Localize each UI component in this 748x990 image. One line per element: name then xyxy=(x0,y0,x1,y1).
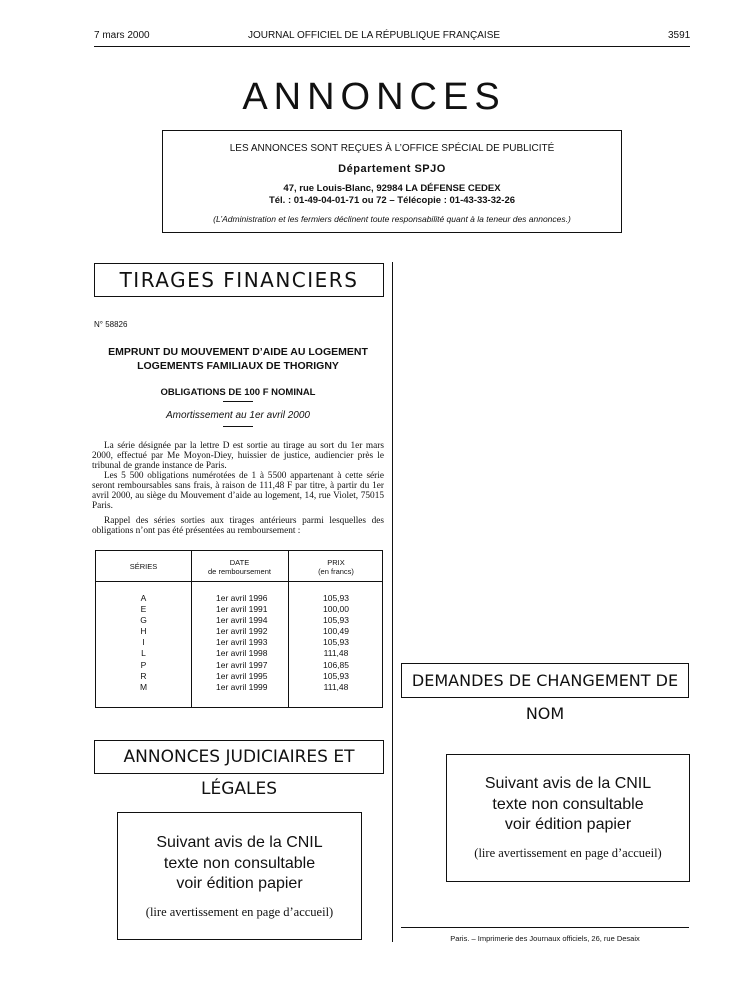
table-cell-prix: 111,48 xyxy=(323,648,349,659)
table-cell-series: M xyxy=(139,681,148,692)
paragraph-remboursement: Les 5 500 obligations numérotées de 1 à 5500 appartenant à cette série seront remboursables sans frais, à raison de 111,48 F par titre, à partir du 1er avril 2000, au siège du Mouvement d’aide au logement, 14, rue Violet, 75015 Paris. xyxy=(92,471,384,511)
cnil-left-line-3: voir édition papier xyxy=(176,875,303,892)
table-cell-date: 1er avril 1998 xyxy=(216,648,268,659)
table-cell-date: 1er avril 1991 xyxy=(216,604,268,615)
table-cell-date: 1er avril 1995 xyxy=(216,670,268,681)
header-date: 7 mars 2000 xyxy=(94,30,150,41)
table-dates-column xyxy=(216,593,286,693)
header-journal: JOURNAL OFFICIEL DE LA RÉPUBLIQUE FRANÇAISE xyxy=(247,30,501,41)
table-cell-prix: 111,48 xyxy=(323,681,349,692)
table-cell-prix: 106,85 xyxy=(323,659,349,670)
table-header-prix xyxy=(288,558,384,576)
cnil-notice-right xyxy=(446,754,690,882)
table-cell-series: R xyxy=(140,670,147,681)
header-rule xyxy=(94,46,690,47)
table-header-prix-line-1: PRIX xyxy=(327,558,345,567)
table-header-rule xyxy=(96,581,382,582)
info-disclaimer: (L’Administration et les fermiers déclinent toute responsabilité quant à la teneur des annonces.) xyxy=(213,214,571,224)
cnil-right-line-2: texte non consultable xyxy=(492,795,644,813)
table-cell-prix: 105,93 xyxy=(323,593,349,603)
header-page-number: 3591 xyxy=(668,30,691,41)
announcement-number: N° 58826 xyxy=(94,320,128,329)
imprint-rule xyxy=(401,927,689,928)
paragraph-rappel: Rappel des séries sorties aux tirages antérieurs parmi lesquelles des obligations n’ont pas été présentées au remboursement : xyxy=(92,516,384,536)
table-cell-date: 1er avril 1997 xyxy=(216,659,268,670)
table-cell-date: 1er avril 1999 xyxy=(216,681,268,692)
info-department: Département SPJO xyxy=(338,163,446,175)
table-cell-prix: 105,93 xyxy=(323,670,349,681)
table-header-date-line-2: de remboursement xyxy=(208,567,271,576)
table-cell-series: L xyxy=(141,648,146,659)
table-header-series: SÉRIES xyxy=(129,562,158,571)
series-table xyxy=(95,550,383,708)
table-cell-date: 1er avril 1992 xyxy=(216,626,268,637)
table-cell-series: I xyxy=(142,637,145,648)
emprunt-title xyxy=(92,345,384,373)
info-line-1: LES ANNONCES SONT REÇUES À L’OFFICE SPÉCIAL DE PUBLICITÉ xyxy=(229,143,555,154)
amortissement-line: Amortissement au 1er avril 2000 xyxy=(166,410,310,421)
table-cell-date: 1er avril 1996 xyxy=(216,593,268,603)
tirages-heading-text: TIRAGES FINANCIERS xyxy=(119,268,359,292)
changement-nom-heading xyxy=(401,663,689,723)
emprunt-title-line-1: EMPRUNT DU MOUVEMENT D’AIDE AU LOGEMENT xyxy=(108,346,368,358)
table-cell-series: H xyxy=(140,626,147,637)
cnil-left-line-1: Suivant avis de la CNIL xyxy=(156,834,323,851)
table-header-date xyxy=(191,558,288,576)
table-cell-prix: 100,00 xyxy=(323,604,349,615)
table-cell-series: G xyxy=(140,615,147,626)
table-cell-date: 1er avril 1994 xyxy=(216,615,268,626)
short-rule-2 xyxy=(223,426,253,427)
obligations-line: OBLIGATIONS DE 100 F NOMINAL xyxy=(160,387,316,398)
info-address: 47, rue Louis-Blanc, 92984 LA DÉFENSE CEDEX xyxy=(283,183,501,194)
cnil-right-line-1: Suivant avis de la CNIL xyxy=(484,775,652,792)
cnil-notice-left xyxy=(117,812,362,940)
judiciaires-heading-text: ANNONCES JUDICIAIRES ET LÉGALES xyxy=(123,747,355,799)
table-prix-column xyxy=(288,593,384,693)
annonces-judiciaires-heading xyxy=(94,740,384,799)
tirages-financiers-heading xyxy=(94,263,384,297)
info-phone: Tél. : 01-49-04-01-71 ou 72 – Télécopie : 01-43-33-32-26 xyxy=(268,195,516,206)
emprunt-title-line-2: LOGEMENTS FAMILIAUX DE THORIGNY xyxy=(137,360,339,372)
publicity-info-box xyxy=(162,130,622,233)
table-header-date-line-1: DATE xyxy=(229,558,250,567)
table-cell-prix: 105,93 xyxy=(323,637,349,648)
table-cell-date: 1er avril 1993 xyxy=(216,637,268,648)
column-divider xyxy=(392,262,393,942)
cnil-right-note: (lire avertissement en page d’accueil) xyxy=(474,845,662,860)
table-header-prix-line-2: (en francs) xyxy=(318,567,354,576)
table-cell-series: E xyxy=(140,604,147,615)
table-cell-series: A xyxy=(140,593,147,603)
changement-heading-text: DEMANDES DE CHANGEMENT DE NOM xyxy=(411,671,679,723)
table-series-column xyxy=(96,593,191,693)
cnil-left-note: (lire avertissement en page d’accueil) xyxy=(145,904,334,919)
table-cell-series: P xyxy=(140,659,147,670)
paragraph-tirage: La série désignée par la lettre D est sortie au tirage au sort du 1er mars 2000, effectué par Me Moyon-Diey, huissier de justice, audiencier près le tribunal de grande instance de Paris. xyxy=(92,441,384,471)
cnil-left-line-2: texte non consultable xyxy=(163,854,316,872)
short-rule-1 xyxy=(223,401,253,402)
table-cell-prix: 105,93 xyxy=(323,615,349,626)
cnil-right-line-3: voir édition papier xyxy=(504,816,632,833)
page-title: ANNONCES xyxy=(242,76,506,118)
imprint-line: Paris. – Imprimerie des Journaux officiels, 26, rue Desaix xyxy=(450,934,640,943)
table-cell-prix: 100,49 xyxy=(323,626,349,637)
